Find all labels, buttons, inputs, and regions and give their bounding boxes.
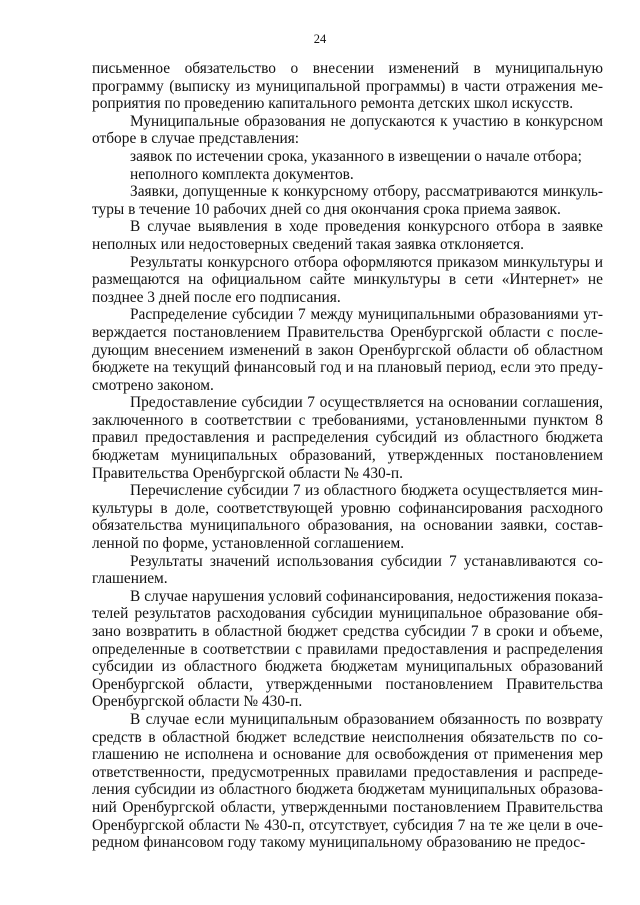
paragraph-agreement: Предоставление субсидии 7 осуществляется на основании соглашения, заключенного в соответствии с требованиями, установленными пунктом 8 правил предоставления и распределения субсидий из областного бюджета бюджетам муниципальных образований, утвержденных постановлением Правительства Оренбургской области № 430-п. [92, 394, 603, 482]
paragraph-result-values: Результаты значений использования субсидии 7 устанавливаются соглашением. [92, 552, 603, 588]
paragraph-continuation: письменное обязательство о внесении изменений в муниципальную программу (выписку из муниципальной программы) в части отражения мероприятия по проведению капитального ремонта детских школ искусств. [92, 60, 603, 113]
paragraph-refund-obligation: В случае если муниципальным образованием обязанность по возврату средств в областной бюджет вследствие неисполнения обязательств по соглашению не исполнена и основание для освобождения от применения мер ответственности, предусмотренных правилами предоставления и распределения субсидии из областного бюджета бюджетам муниципальных образований Оренбургской области, утвержденными постановлением Правительства Оренбургской области № 430-п, отсутствует, субсидия 7 на те же цели в очередном финансовом году такому муниципальному образованию не предос- [92, 710, 603, 852]
paragraph-rejection: В случае выявления в ходе проведения конкурсного отбора в заявке неполных или недостоверных сведений такая заявка отклоняется. [92, 218, 603, 253]
paragraph-exclusion-intro: Муниципальные образования не допускаются к участию в конкурсном отборе в случае представления: [92, 112, 603, 148]
page-number: 24 [313, 32, 327, 46]
paragraph-transfer: Перечисление субсидии 7 из областного бюджета осуществляется минкультуры в доле, соответствующей уровню софинансирования расходного обязательства муниципального образования, на основании заявки, составленной по форме, установленной соглашением. [92, 482, 603, 553]
paragraph-exclusion-incomplete: неполного комплекта документов. [130, 165, 354, 183]
paragraph-results: Результаты конкурсного отбора оформляются приказом минкультуры и размещаются на официальном сайте минкультуры в сети «Интернет» не позднее 3 дней после его подписания. [92, 253, 603, 306]
paragraph-distribution: Распределение субсидии 7 между муниципальными образованиями утверждается постановлением Правительства Оренбургской области с последующим внесением изменений в закон Оренбургской области об областном бюджете на текущий финансовый год и на плановый период, если это предусмотрено законом. [92, 306, 603, 394]
paragraph-exclusion-late: заявок по истечении срока, указанного в извещении о начале отбора; [130, 147, 582, 165]
paragraph-review-period: Заявки, допущенные к конкурсному отбору, рассматриваются минкультуры в течение 10 рабочих дней со дня окончания срока приема заявок. [92, 183, 603, 218]
document-body [92, 60, 603, 852]
paragraph-violation: В случае нарушения условий софинансирования, недостижения показателей результатов расходования субсидии муниципальное образование обязано возвратить в областной бюджет средства субсидии 7 в сроки и объеме, определенные в соответствии с правилами предоставления и распределения субсидии из областного бюджета бюджетам муниципальных образований Оренбургской области, утвержденными постановлением Правительства Оренбургской области № 430-п. [92, 587, 603, 711]
